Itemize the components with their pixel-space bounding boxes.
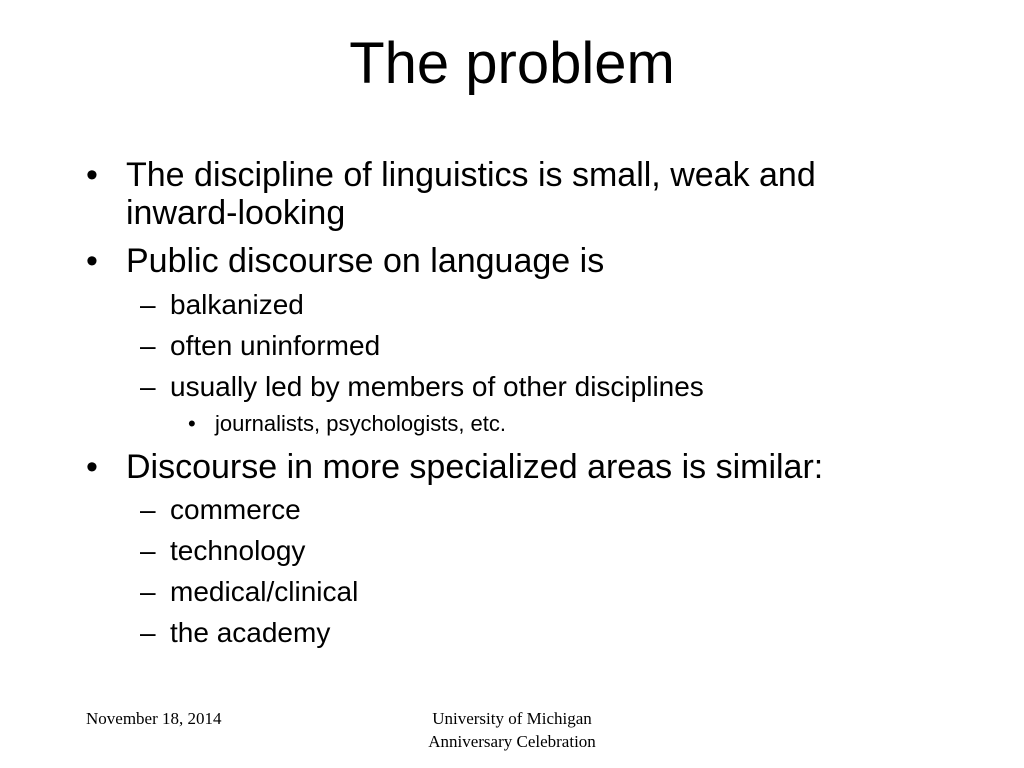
sub-bullet-marker: – — [140, 371, 156, 402]
sub-bullet-technology: technology — [170, 535, 306, 566]
bullet-1-line-2: inward-looking — [126, 194, 346, 232]
bullet-marker: • — [86, 242, 98, 280]
sub-bullet-marker: – — [140, 494, 156, 525]
sub-bullet-other-disciplines: usually led by members of other disciplines — [170, 371, 704, 402]
footer-event-line-2: Anniversary Celebration — [428, 732, 596, 751]
bullet-marker: • — [86, 448, 98, 486]
sub-sub-bullet-marker: • — [188, 411, 196, 436]
sub-bullet-medical-clinical: medical/clinical — [170, 576, 359, 607]
sub-bullet-marker: – — [140, 617, 156, 648]
sub-bullet-marker: – — [140, 576, 156, 607]
sub-bullet-marker: – — [140, 289, 156, 320]
sub-bullet-marker: – — [140, 330, 156, 361]
sub-bullet-the-academy: the academy — [170, 617, 331, 648]
bullet-2-text: Public discourse on language is — [126, 242, 605, 280]
bullet-marker: • — [86, 156, 98, 194]
footer-date: November 18, 2014 — [86, 709, 222, 728]
bullet-1-line-1: The discipline of linguistics is small, weak and — [126, 156, 816, 194]
sub-bullet-commerce: commerce — [170, 494, 301, 525]
sub-bullet-often-uninformed: often uninformed — [170, 330, 381, 361]
bullet-3-text: Discourse in more specialized areas is similar: — [126, 448, 824, 486]
slide-title: The problem — [349, 31, 675, 96]
sub-bullet-balkanized: balkanized — [170, 289, 304, 320]
sub-bullet-marker: – — [140, 535, 156, 566]
footer-event-line-1: University of Michigan — [432, 709, 592, 728]
sub-sub-bullet-journalists: journalists, psychologists, etc. — [215, 411, 507, 436]
